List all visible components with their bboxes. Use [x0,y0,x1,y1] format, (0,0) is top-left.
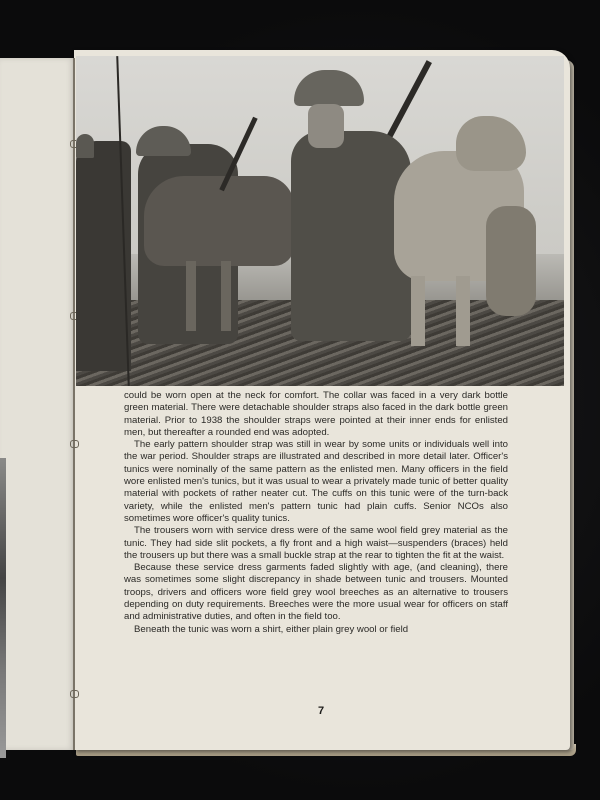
soldier-face [308,104,344,148]
paragraph: could be worn open at the neck for comfort. The collar was faced in a very dark bottle green material. There were detachable shoulder straps also faced in the dark bottle green material. Prior to 1938 the shoulder straps were pointed at their inner ends for enlisted men, but thereafter a rounded end was adopted. [124,390,508,438]
soldiers-with-dogs-photo [76,56,564,386]
body-text-column [124,390,508,636]
binding-stitch-line [73,58,75,750]
paragraph: Beneath the tunic was worn a shirt, either plain grey wool or field [134,623,409,635]
page-number: 7 [318,705,325,717]
left-page [0,58,74,750]
soldier-center-figure [291,131,411,341]
dog-leg [186,261,196,331]
paragraph: Because these service dress garments faded slightly with age, (and cleaning), there was sometimes some slight discrepancy in shade between tunic and trousers. Mounted troops, drivers and officers wore field grey wool breeches as an alternative to trousers depending on duty requirements. Breeches were the more usual wear for officers on staff and administrative duties, and often in the field too. [124,562,508,623]
paragraph: The early pattern shoulder strap was still in wear by some units or individuals well into the war period. Shoulder straps are illustrated and described in more detail later. Officer's tunics were nominally of the same pattern as the enlisted men. Many officers in the field wore enlisted men's tunics, but it was usual to wear a privately made tunic of better quality material with pockets of rather neater cut. The cuffs on this tunic were of the turn-back variety, while the enlisted men's pattern tunic had plain cuffs. Senior NCOs also sometimes wore officer's quality tunics. [124,439,508,524]
stitch-knot [70,440,79,448]
stitch-knot [70,690,79,698]
helmet-icon [76,134,94,158]
dog-second-body [486,206,536,316]
body-text [124,390,508,636]
dog-leg [411,276,425,346]
dog-leg [456,276,470,346]
left-page-photo-edge [0,458,6,758]
dog-leg [221,261,231,331]
paragraph: The trousers worn with service dress were of the same wool field grey material as the tunic. They had side slit pockets, a fly front and a high waist—suspenders (braces) held the trousers up but there was a small buckle strap at the rear to tighten the fit at the waist. [124,525,508,561]
